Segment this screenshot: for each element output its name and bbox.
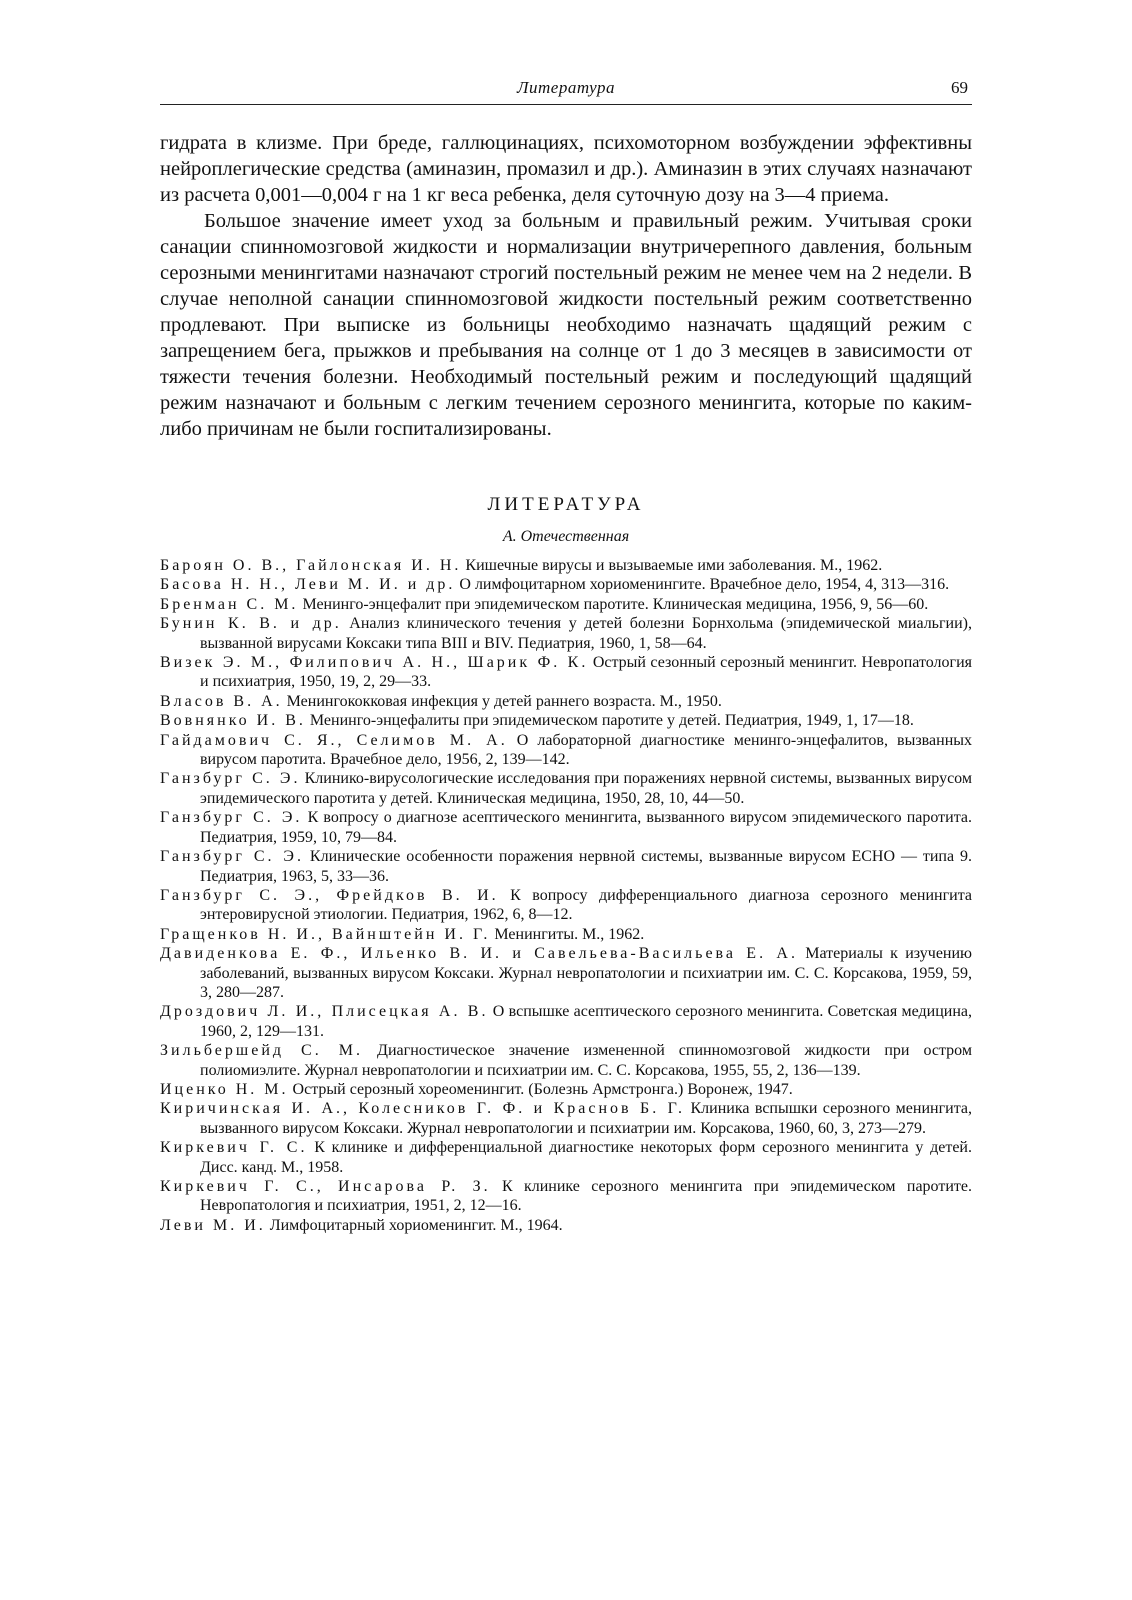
reference-item bbox=[160, 692, 972, 711]
reference-text: Анализ клинического течения у детей болезни Борнхольма (эпидемической миальгии), вызванной вирусами Коксаки типа BIII и BIV. Педиатрия, 1960, 1, 58—64. bbox=[200, 615, 972, 652]
reference-author: Ганзбург С. Э., Фрейдков В. И. bbox=[160, 886, 499, 904]
section-subtitle: А. Отечественная bbox=[502, 528, 630, 545]
reference-text: Диагностическое значение измененной спинномозговой жидкости при остром полиомиэлите. Журнал невропатологии и психиатрии им. С. С. Корсакова, 1955, 55, 2, 136—139. bbox=[200, 1042, 973, 1079]
reference-author: Леви М. И. bbox=[160, 1216, 266, 1234]
reference-author: Дроздович Л. И., Плисецкая А. В. bbox=[160, 1003, 489, 1021]
reference-item bbox=[160, 808, 972, 847]
reference-item bbox=[160, 653, 972, 692]
reference-text: О вспышке асептического серозного менингита. Советская медицина, 1960, 2, 129—131. bbox=[200, 1003, 973, 1040]
reference-text: Материалы к изучению заболеваний, вызванных вирусом Коксаки. Журнал невропатологии и психиатрии им. С. С. Корсакова, 1959, 59, 3, 280—287. bbox=[200, 945, 973, 1001]
reference-author: Гращенков Н. И., Вайнштейн И. Г. bbox=[160, 925, 491, 943]
reference-item bbox=[160, 731, 972, 770]
reference-item bbox=[160, 1177, 972, 1216]
reference-item bbox=[160, 595, 972, 614]
reference-author: Бароян О. В., Гайлонская И. Н. bbox=[160, 557, 462, 574]
reference-text: К клинике серозного менингита при эпидемическом паротите. Невропатология и психиатрия, 1951, 2, 12—16. bbox=[200, 1178, 972, 1215]
reference-text: Кишечные вирусы и вызываемые ими заболевания. М., 1962. bbox=[461, 557, 883, 574]
reference-text: О лимфоцитарном хориоменингите. Врачебное дело, 1954, 4, 313—316. bbox=[455, 576, 950, 594]
body-paragraph: гидрата в клизме. При бреде, галлюцинациях, психомоторном возбуждении эффективны нейроплегические средства (аминазин, промазил и др.). Аминазин в этих случаях назначают из расчета 0,001—0,004 г на 1 кг веса ребенка, деля суточную дозу на 3—4 приема. bbox=[160, 132, 972, 206]
page-number: 69 bbox=[951, 78, 968, 97]
reference-item bbox=[160, 1041, 972, 1080]
reference-text: Менингококковая инфекция у детей раннего возраста. М., 1950. bbox=[282, 692, 722, 710]
reference-text: Менинго-энцефалиты при эпидемическом паротите у детей. Педиатрия, 1949, 1, 17—18. bbox=[305, 712, 914, 730]
reference-author: Ганзбург С. Э. bbox=[160, 809, 303, 827]
reference-item bbox=[160, 847, 972, 886]
reference-author: Зильбершейд С. М. bbox=[160, 1042, 364, 1060]
reference-item bbox=[160, 1216, 972, 1235]
reference-author: Ганзбург С. Э. bbox=[160, 770, 301, 788]
reference-text: Острый сезонный серозный менингит. Невропатология и психиатрия, 1950, 19, 2, 29—33. bbox=[200, 654, 972, 691]
reference-text: Менинго-энцефалит при эпидемическом паротите. Клиническая медицина, 1956, 9, 56—60. bbox=[298, 595, 929, 613]
reference-text: Клиника вспышки серозного менингита, вызванного вирусом Коксаки. Журнал невропатологии и психиатрии им. Корсакова, 1960, 60, 3, 273—279. bbox=[200, 1100, 972, 1137]
reference-list bbox=[160, 556, 972, 1235]
reference-author: Вовнянко И. В. bbox=[160, 712, 306, 730]
reference-author: Басова Н. Н., Леви М. И. и др. bbox=[160, 576, 456, 594]
reference-text: Менингиты. М., 1962. bbox=[490, 925, 645, 943]
reference-text: Клинико-вирусологические исследования при поражениях нервной системы, вызванных вирусом эпидемического паротита у детей. Клиническая медицина, 1950, 28, 10, 44—50. bbox=[200, 770, 972, 807]
reference-author: Бунин К. В. и др. bbox=[160, 615, 342, 633]
reference-author: Власов В. А. bbox=[160, 692, 283, 710]
reference-item bbox=[160, 614, 972, 653]
reference-text: Клинические особенности поражения нервной системы, вызванные вирусом ECHO — типа 9. Педиатрия, 1963, 5, 33—36. bbox=[200, 848, 972, 885]
section-title: ЛИТЕРАТУРА bbox=[487, 494, 645, 515]
reference-author: Киркевич Г. С., Инсарова Р. З. bbox=[160, 1178, 491, 1195]
reference-author: Гайдамович С. Я., Селимов М. А. bbox=[160, 731, 508, 749]
body-paragraph: Большое значение имеет уход за больным и правильный режим. Учитывая сроки санации спинномозговой жидкости и нормализации внутричерепного давления, больным серозными менингитами назначают строгий постельный режим не менее чем на 2 недели. В случае неполной санации спинномозговой жидкости постельный режим соответственно продлевают. При выписке из больницы необходимо назначать щадящий режим с запрещением бега, прыжков и пребывания на солнце от 1 до 3 месяцев в зависимости от тяжести течения болезни. Необходимый постельный режим и последующий щадящий режим назначают и больным с легким течением серозного менингита, которые по каким-либо причинам не были госпитализированы. bbox=[160, 210, 972, 440]
body-text bbox=[160, 130, 972, 442]
reference-author: Бренман С. М. bbox=[160, 595, 299, 613]
reference-item bbox=[160, 556, 972, 575]
reference-text: О лабораторной диагностике менинго-энцефалитов, вызванных вирусом паротита. Врачебное дело, 1956, 2, 139—142. bbox=[200, 731, 973, 769]
reference-author: Киричинская И. А., Колесников Г. Ф. и Краснов Б. Г. bbox=[160, 1100, 686, 1118]
reference-text: К вопросу дифференциального диагноза серозного менингита энтеровирусной этиологии. Педиатрия, 1962, 6, 8—12. bbox=[200, 886, 972, 924]
reference-author: Визек Э. М., Филипович А. Н., Шарик Ф. К. bbox=[160, 654, 589, 672]
running-title: Литература bbox=[516, 78, 615, 97]
reference-item bbox=[160, 1138, 972, 1177]
reference-text: Острый серозный хореоменингит. (Болезнь Армстронга.) Воронеж, 1947. bbox=[288, 1080, 793, 1098]
reference-item bbox=[160, 925, 972, 944]
reference-author: Киркевич Г. С. bbox=[160, 1139, 308, 1157]
reference-author: Ганзбург С. Э. bbox=[160, 848, 304, 866]
reference-author: Иценко Н. М. bbox=[160, 1080, 289, 1098]
reference-item bbox=[160, 769, 972, 808]
reference-item bbox=[160, 1099, 972, 1138]
reference-text: К клинике и дифференциальной диагностике некоторых форм серозного менингита у детей. Дисс. канд. М., 1958. bbox=[200, 1139, 972, 1176]
reference-item bbox=[160, 1002, 972, 1041]
reference-text: Лимфоцитарный хориоменингит. М., 1964. bbox=[265, 1216, 563, 1234]
reference-item bbox=[160, 886, 972, 925]
page-header bbox=[160, 76, 972, 105]
reference-author: Давиденкова Е. Ф., Ильенко В. И. и Савельева-Васильева Е. А. bbox=[160, 945, 798, 963]
reference-item bbox=[160, 575, 972, 594]
reference-item bbox=[160, 1080, 972, 1099]
reference-text: К вопросу о диагнозе асептического менингита, вызванного вирусом эпидемического паротита. Педиатрия, 1959, 10, 79—84. bbox=[200, 809, 972, 846]
reference-item bbox=[160, 944, 972, 1002]
reference-item bbox=[160, 711, 972, 730]
